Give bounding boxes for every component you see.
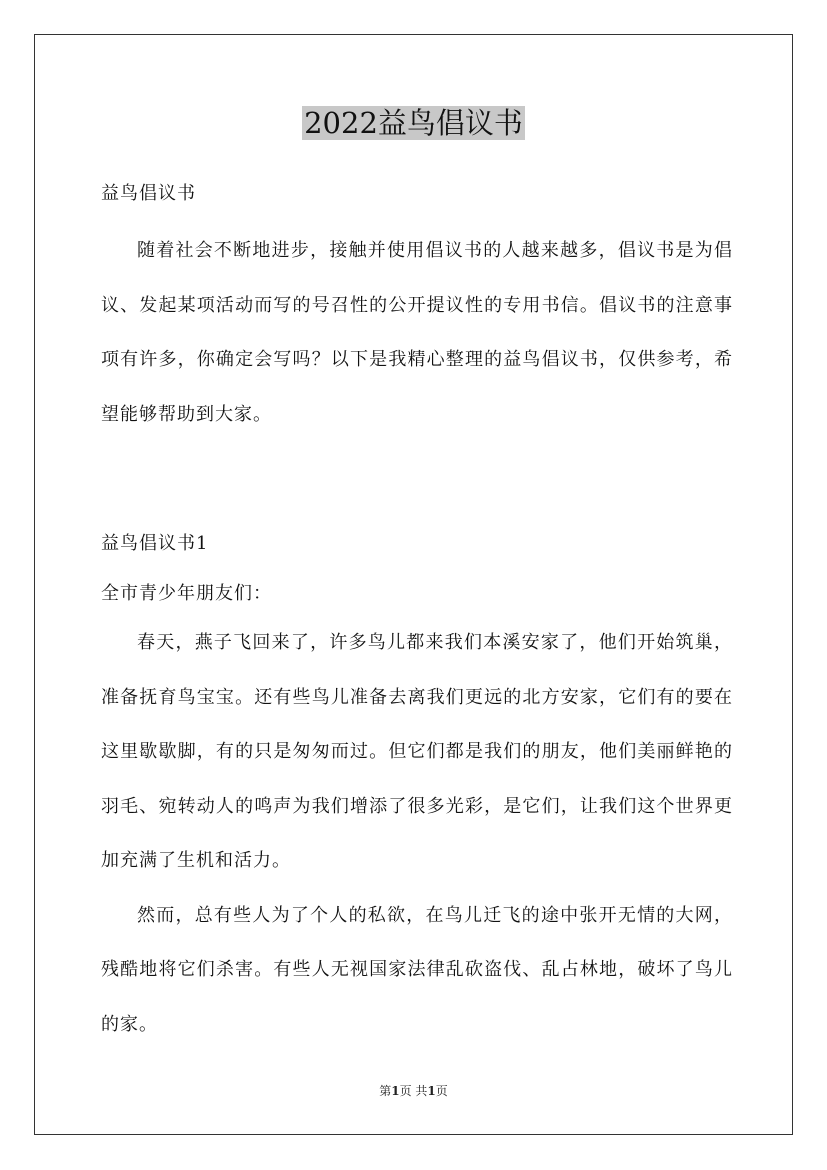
document-body — [101, 172, 733, 1052]
document-title-text: 2022益鸟倡议书 — [304, 106, 523, 140]
section-spacer — [101, 442, 733, 522]
page-number-current: 1 — [391, 1084, 400, 1098]
body-paragraph-1: 春天，燕子飞回来了，许多鸟儿都来我们本溪安家了，他们开始筑巢，准备抚育鸟宝宝。还有些鸟儿准备去离我们更远的北方安家，它们有的要在这里歇歇脚，有的只是匆匆而过。但它们都是我们的朋友，他们美丽鲜艳的羽毛、宛转动人的鸣声为我们增添了很多光彩，是它们，让我们这个世界更加充满了生机和活力。 — [101, 632, 733, 871]
page-number-prefix: 第 — [379, 1084, 392, 1098]
document-title — [0, 103, 827, 143]
page-number-suffix: 页 — [435, 1084, 448, 1098]
page-footer — [0, 1082, 827, 1100]
salutation: 全市青少年朋友们： — [101, 583, 272, 604]
intro-paragraph: 随着社会不断地进步，接触并使用倡议书的人越来越多，倡议书是为倡议、发起某项活动而写的号召性的公开提议性的专用书信。倡议书的注意事项有许多，你确定会写吗？以下是我精心整理的益鸟倡议书，仅供参考，希望能够帮助到大家。 — [101, 240, 733, 425]
spacer — [101, 216, 733, 224]
document-subtitle: 益鸟倡议书 — [101, 183, 196, 204]
body-paragraph-2: 然而，总有些人为了个人的私欲，在鸟儿迁飞的途中张开无情的大网，残酷地将它们杀害。有些人无视国家法律乱砍盗伐、乱占林地，破坏了鸟儿的家。 — [101, 904, 733, 1035]
section-heading: 益鸟倡议书1 — [101, 533, 209, 554]
page-number-total: 1 — [427, 1084, 436, 1098]
page-number-middle: 页 共 — [399, 1084, 428, 1098]
